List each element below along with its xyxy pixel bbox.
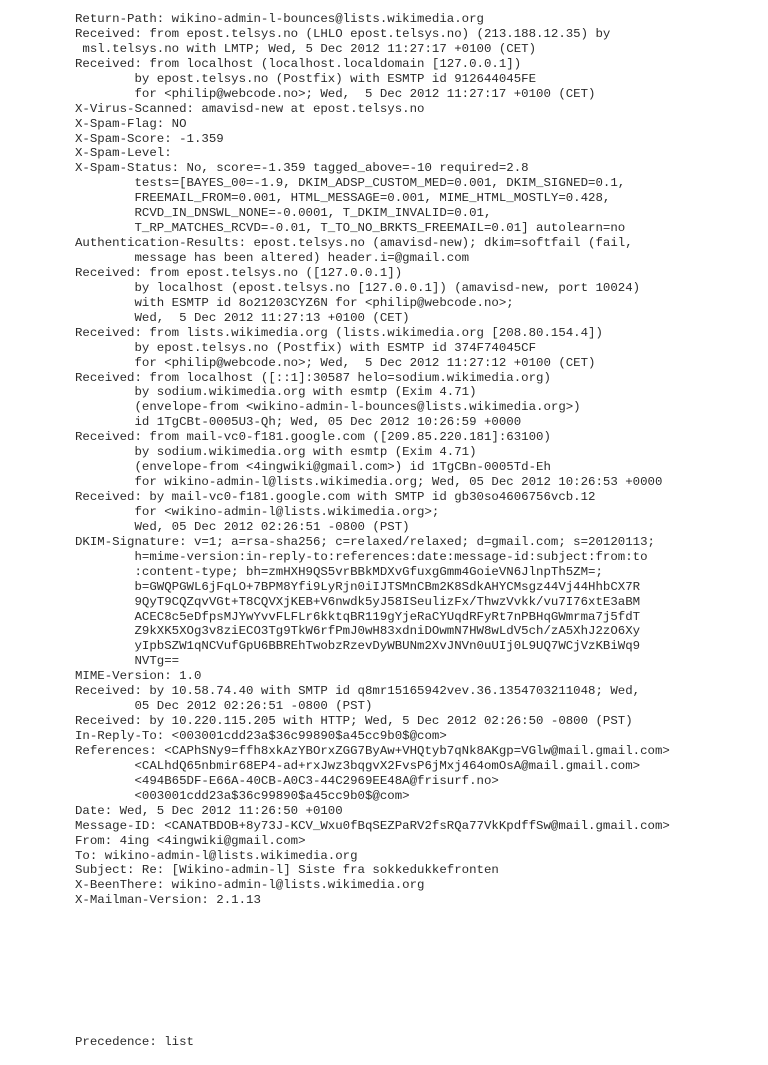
header-line: In-Reply-To: <003001cdd23a$36c99890$a45cc9b0$@com> [75, 729, 447, 743]
header-line: From: 4ing <4ingwiki@gmail.com> [75, 833, 306, 848]
header-line: T_RP_MATCHES_RCVD=-0.01, T_TO_NO_BRKTS_FREEMAIL=0.01] autolearn=no [75, 221, 626, 236]
header-line: (envelope-from <4ingwiki@gmail.com>) id 1TgCBn-0005Td-Eh [75, 460, 551, 475]
header-line: (envelope-from <wikino-admin-l-bounces@lists.wikimedia.org>) [75, 400, 581, 415]
header-line: Message-ID: <CANATBDOB+8y73J-KCV_Wxu0fBqSEZPaRV2fsRQa77VkKpdffSw@mail.gmail.com> [75, 818, 670, 833]
header-line: Wed, 5 Dec 2012 11:27:13 +0100 (CET) [75, 310, 410, 325]
header-line: Received: from epost.telsys.no ([127.0.0.1]) [75, 265, 403, 280]
header-line: References: <CAPhSNy9=ffh8xkAzYBOrxZGG7ByAw+VHQtyb7qNk8AKgp=VGlw@mail.gmail.com> [75, 743, 670, 758]
header-line: RCVD_IN_DNSWL_NONE=-0.0001, T_DKIM_INVALID=0.01, [75, 206, 492, 221]
header-line: Z9kXK5XOg3v8ziECO3Tg9TkW6rfPmJ0wH83xdniDOwmN7HW8wLdV5ch/zA5XhJ2zO6Xy [75, 624, 641, 639]
header-line: h=mime-version:in-reply-to:references:date:message-id:subject:from:to [75, 549, 648, 564]
header-line: X-Spam-Score: -1.359 [75, 131, 224, 146]
header-line: Received: from epost.telsys.no (LHLO epost.telsys.no) (213.188.12.35) by [75, 26, 611, 41]
header-line: :content-type; bh=zmHXH9QS5vrBBkMDXvGfuxgGmm4GoieVN6JlnpTh5ZM=; [75, 564, 603, 579]
header-line: yIpbSZW1qNCVufGpU6BBREhTwobzRzevDyWBUNm2XvJNVn0uUIj0L9UQ7WCjVzKBiWq9 [75, 639, 641, 654]
header-line: Received: from mail-vc0-f181.google.com ([209.85.220.181]:63100) [75, 430, 551, 445]
header-line: X-Spam-Flag: NO [75, 116, 187, 131]
header-line: for wikino-admin-l@lists.wikimedia.org; Wed, 05 Dec 2012 10:26:53 +0000 [75, 475, 663, 490]
header-line: by sodium.wikimedia.org with esmtp (Exim 4.71) [75, 385, 477, 400]
header-line: Received: by 10.220.115.205 with HTTP; Wed, 5 Dec 2012 02:26:50 -0800 (PST) [75, 714, 633, 729]
header-line: X-Spam-Status: No, score=-1.359 tagged_above=-10 required=2.8 [75, 161, 529, 176]
header-line: DKIM-Signature: v=1; a=rsa-sha256; c=relaxed/relaxed; d=gmail.com; s=20120113; [75, 534, 655, 549]
header-line: by epost.telsys.no (Postfix) with ESMTP id 912644045FE [75, 71, 537, 86]
header-line: 05 Dec 2012 02:26:51 -0800 (PST) [75, 699, 373, 714]
header-line: Received: by 10.58.74.40 with SMTP id q8mr15165942vev.36.1354703211048; Wed, [75, 684, 641, 699]
header-line: 9QyT9CQZqvVGt+T8CQVXjKEB+V6nwdk5yJ58ISeulizFx/ThwzVvkk/vu7I76xtE3aBM [75, 594, 641, 609]
header-line: Wed, 05 Dec 2012 02:26:51 -0800 (PST) [75, 519, 410, 534]
header-line: Return-Path: wikino-admin-l-bounces@lists.wikimedia.org [75, 12, 484, 26]
header-line: To: wikino-admin-l@lists.wikimedia.org [75, 848, 358, 863]
header-line: MIME-Version: 1.0 [75, 669, 202, 684]
header-line: Date: Wed, 5 Dec 2012 11:26:50 +0100 [75, 803, 343, 818]
footer-block [75, 1005, 194, 1065]
header-line: b=GWQPGWL6jFqLO+7BPM8Yfi9LyRjn0iIJTSMnCBm2K8SdkAHYCMsgz44Vj44HhbCX7R [75, 579, 641, 594]
header-line: by epost.telsys.no (Postfix) with ESMTP id 374F74045CF [75, 340, 537, 355]
header-line: X-BeenThere: wikino-admin-l@lists.wikimedia.org [75, 878, 425, 893]
header-line: id 1TgCBt-0005U3-Qh; Wed, 05 Dec 2012 10:26:59 +0000 [75, 415, 522, 430]
header-line: message has been altered) header.i=@gmail.com [75, 251, 470, 265]
header-line: X-Spam-Level: [75, 146, 172, 161]
header-line: <CALhdQ65nbmir68EP4-ad+rxJwz3bqgvX2FvsP6jMxj464omOsA@mail.gmail.com> [75, 758, 641, 773]
header-line: Authentication-Results: epost.telsys.no (amavisd-new); dkim=softfail (fail, [75, 236, 633, 251]
header-line: Received: from localhost ([::1]:30587 helo=sodium.wikimedia.org) [75, 370, 551, 385]
header-line: Received: by mail-vc0-f181.google.com with SMTP id gb30so4606756vcb.12 [75, 490, 596, 504]
header-line: by localhost (epost.telsys.no [127.0.0.1]) (amavisd-new, port 10024) [75, 280, 641, 295]
header-line: Received: from lists.wikimedia.org (lists.wikimedia.org [208.80.154.4]) [75, 325, 603, 340]
header-line: X-Virus-Scanned: amavisd-new at epost.telsys.no [75, 101, 425, 116]
header-line: by sodium.wikimedia.org with esmtp (Exim 4.71) [75, 445, 477, 460]
email-header-block [75, 12, 755, 908]
header-line: <494B65DF-E66A-40CB-A0C3-44C2969EE48A@frisurf.no> [75, 773, 499, 788]
header-line: FREEMAIL_FROM=0.001, HTML_MESSAGE=0.001, MIME_HTML_MOSTLY=0.428, [75, 191, 611, 206]
header-line: Received: from localhost (localhost.localdomain [127.0.0.1]) [75, 56, 522, 71]
header-line: <003001cdd23a$36c99890$a45cc9b0$@com> [75, 788, 410, 803]
header-line: Subject: Re: [Wikino-admin-l] Siste fra sokkedukkefronten [75, 863, 499, 878]
header-line: with ESMTP id 8o21203CYZ6N for <philip@webcode.no>; [75, 295, 514, 310]
precedence-header-line: Precedence: list [75, 1034, 194, 1049]
header-line: for <philip@webcode.no>; Wed, 5 Dec 2012 11:27:12 +0100 (CET) [75, 355, 596, 370]
header-line: tests=[BAYES_00=-1.9, DKIM_ADSP_CUSTOM_MED=0.001, DKIM_SIGNED=0.1, [75, 176, 626, 191]
header-line: X-Mailman-Version: 2.1.13 [75, 893, 261, 908]
header-line: msl.telsys.no with LMTP; Wed, 5 Dec 2012 11:27:17 +0100 (CET) [75, 41, 537, 56]
header-line: ACEC8c5eDfpsMJYwYvvFLFLr6kktqBR119gYjeRaCYUqdRFyRt7nPBHqGWmrma7j5fdT [75, 609, 641, 624]
header-line: for <wikino-admin-l@lists.wikimedia.org>; [75, 504, 440, 519]
header-line: for <philip@webcode.no>; Wed, 5 Dec 2012 11:27:17 +0100 (CET) [75, 86, 596, 101]
header-line: NVTg== [75, 654, 180, 669]
